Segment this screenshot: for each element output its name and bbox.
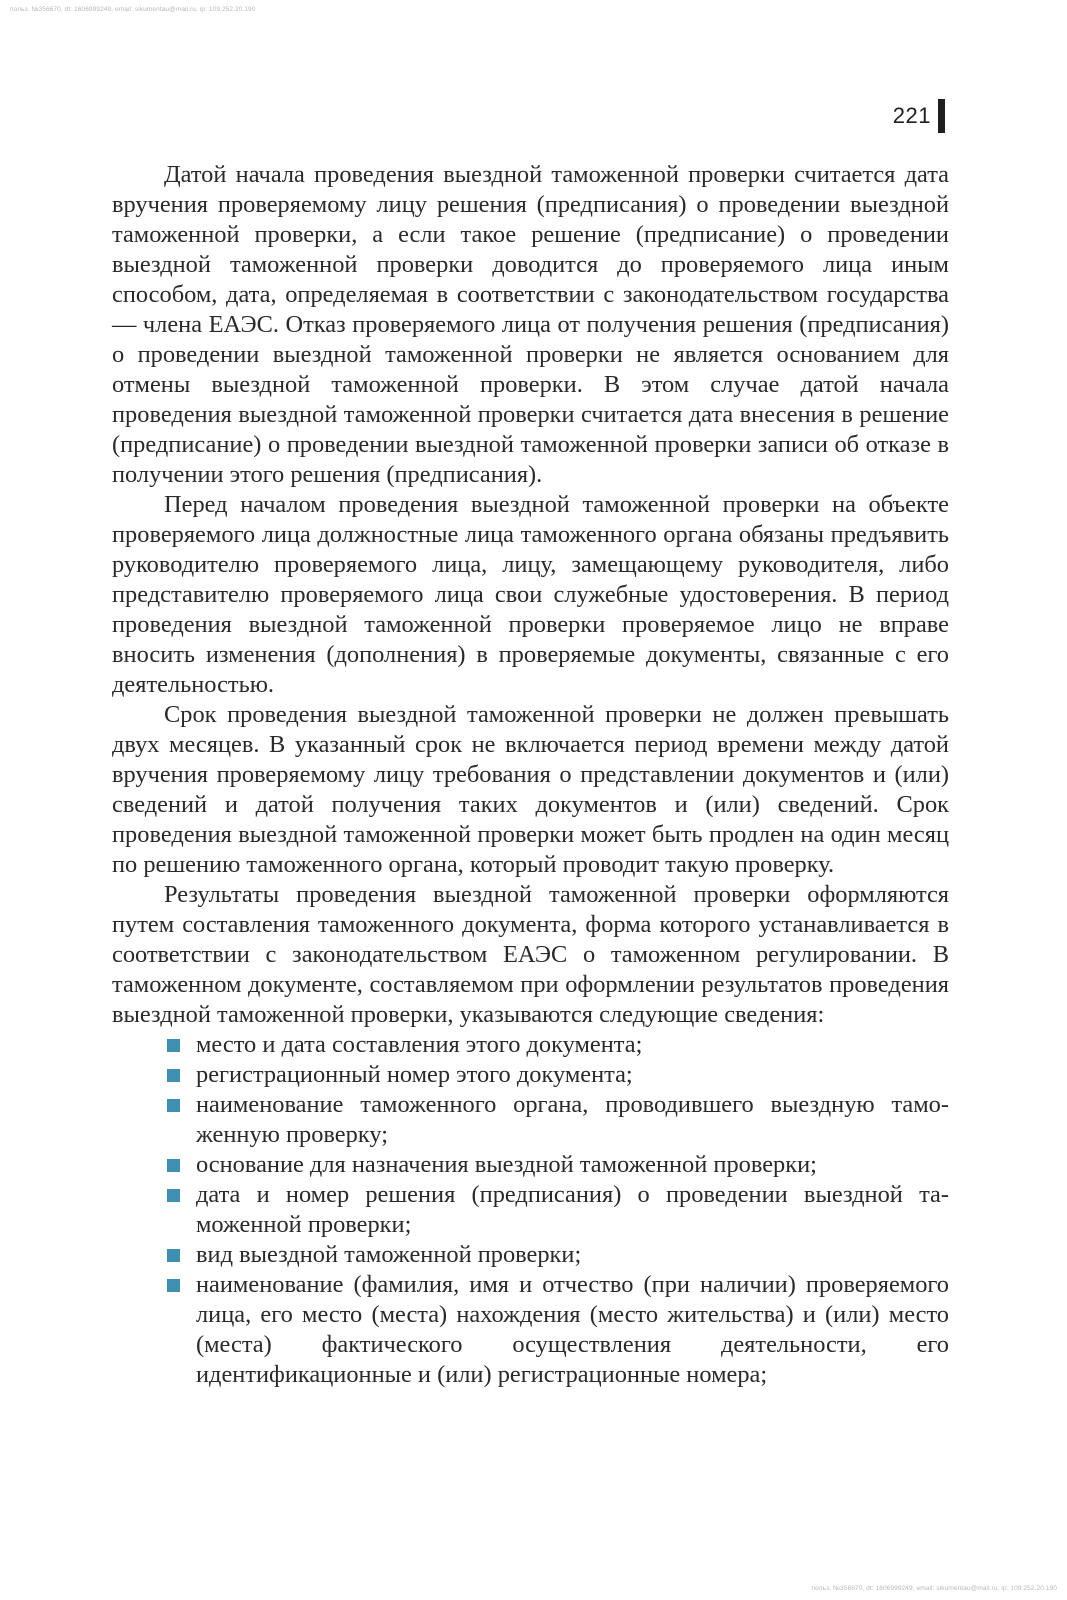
list-item-text: вид выездной таможенной проверки; xyxy=(196,1241,582,1268)
list-item xyxy=(196,1240,949,1270)
list-item-text: место и дата составления этого документа; xyxy=(196,1031,643,1058)
square-bullet-icon xyxy=(167,1099,180,1112)
bullet-list xyxy=(112,1030,949,1390)
square-bullet-icon xyxy=(167,1279,180,1292)
paragraph-results: Результаты проведения выездной таможенной проверки оформляются путем составления таможенного документа, форма которого устанавливается в соответствии с законодательством ЕАЭС о таможенном регулировании. В таможенном документе, составляемом при оформлении результатов проведения выездной таможенной проверки, указываются следующие сведения: xyxy=(112,881,949,1028)
square-bullet-icon xyxy=(167,1249,180,1262)
square-bullet-icon xyxy=(167,1159,180,1172)
list-item xyxy=(196,1150,949,1180)
list-item xyxy=(196,1090,949,1150)
paragraph-start-date: Датой начала проведения выездной таможенной проверки считается дата вручения проверяемому лицу решения (предписания) о проведении выездной таможенной проверки, а если такое решение (предписание) о проведении выездной таможенной проверки доводится до проверяемого лица иным способом, дата, определяемая в соответствии с законодательством государства — члена ЕАЭС. Отказ проверяемого лица от получения решения (предписания) о проведении выездной таможенной проверки не является основанием для отмены выездной таможенной проверки. В этом случае датой начала проведения выездной таможенной проверки считается дата внесения в решение (предписание) о проведении выездной таможенной проверки записи об отказе в получении этого решения (предписания). xyxy=(112,161,949,488)
page-number: 221 xyxy=(892,103,931,128)
square-bullet-icon xyxy=(167,1069,180,1082)
page-body xyxy=(112,160,949,1390)
square-bullet-icon xyxy=(167,1189,180,1202)
list-item xyxy=(196,1060,949,1090)
list-item-text: основание для назначения выездной таможенной проверки; xyxy=(196,1151,817,1178)
paragraph-credentials: Перед началом проведения выездной таможенной проверки на объекте проверяемого лица должностные лица таможенного органа обязаны предъявить руководителю проверяемого лица, лицу, замещающему руководителя, либо представителю проверяемого лица свои служебные удостоверения. В период проведения выездной таможенной проверки проверяемое лицо не вправе вносить изменения (дополнения) в проверяемые документы, связанные с его деятельностью. xyxy=(112,491,949,698)
list-item-text: наименование (фамилия, имя и отчество (при наличии) проверяемого лица, его место (места) нахождения (место жительства) и (или) место (места) фактического осуществления деятельности, его идентификационные и (или) регистрационные номера; xyxy=(196,1271,949,1388)
watermark-top: польз. №356670, dt: 1606999249, email: sikumentau@mail.ru, ip: 109.252.20.190 xyxy=(10,6,256,13)
list-item-text: наименование таможенного органа, проводившего выездную таможенную проверку; xyxy=(196,1091,949,1148)
list-item-text: дата и номер решения (предписания) о проведении выездной таможенной проверки; xyxy=(196,1181,949,1238)
watermark-bottom: польз. №356670, dt: 1606999249, email: sikumentau@mail.ru, ip: 109.252.20.190 xyxy=(811,1585,1057,1592)
page-number-marker xyxy=(938,99,945,133)
square-bullet-icon xyxy=(167,1039,180,1052)
list-item xyxy=(196,1270,949,1390)
list-item xyxy=(196,1180,949,1240)
paragraph-duration: Срок проведения выездной таможенной проверки не должен превышать двух месяцев. В указанный срок не включается период времени между датой вручения проверяемому лицу требования о представлении документов и (или) сведений и датой получения таких документов и (или) сведений. Срок проведения выездной таможенной проверки может быть продлен на один месяц по решению таможенного органа, который проводит такую проверку. xyxy=(112,701,949,878)
list-item xyxy=(196,1030,949,1060)
list-item-text: регистрационный номер этого документа; xyxy=(196,1061,633,1088)
